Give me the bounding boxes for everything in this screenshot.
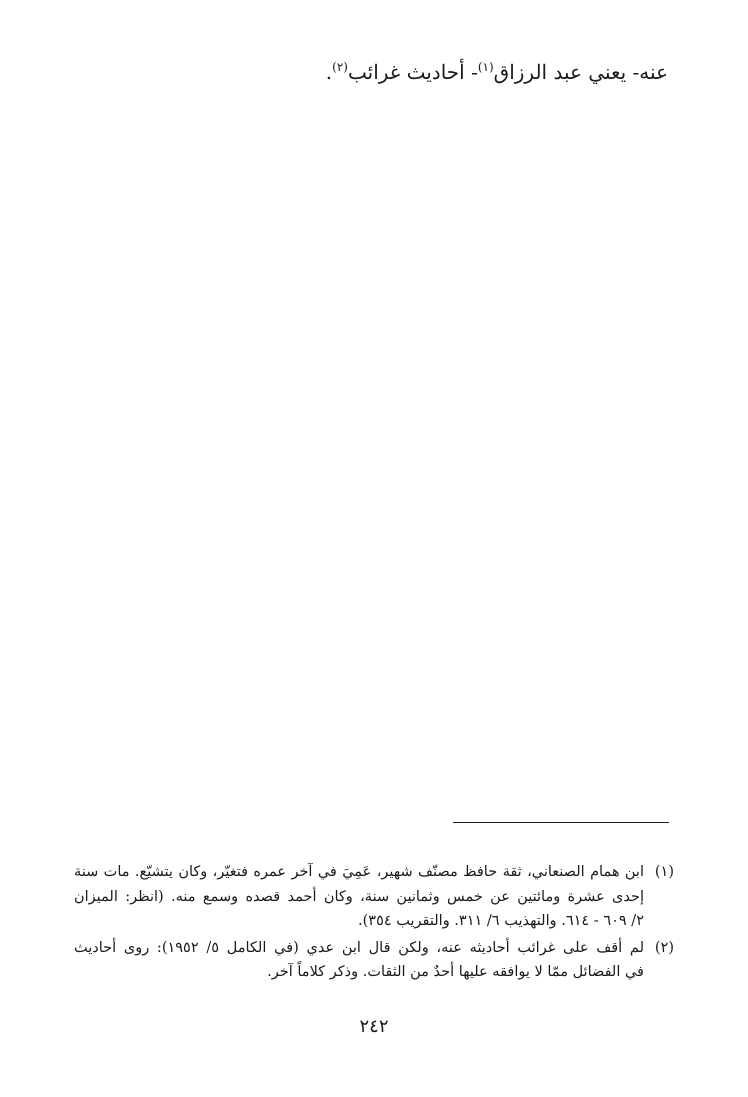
footnote-separator: [453, 822, 669, 823]
footnote-line: إحدى عشرة ومائتين عن خمس وثمانين سنة، وكان أحمد قصده وسمع منه. (انظر: الميزان: [74, 888, 644, 905]
footnote-ref-2: (٢): [332, 60, 348, 74]
footnote-number: (١): [654, 864, 674, 880]
footnote-2: [74, 936, 674, 985]
footnote-line: لم أقف على غرائب أحاديثه عنه، ولكن قال ابن عدي (في الكامل ٥/ ١٩٥٢): روى أحاديث: [74, 939, 644, 956]
main-text-line: [326, 56, 668, 88]
footnote-ref-1: (١): [477, 60, 494, 74]
footnote-line: ابن همام الصنعاني، ثقة حافظ مصنّف شهير، عَمِيَ في آخر عمره فتغيّر، وكان يتشيّع. مات سنة: [74, 864, 644, 880]
main-text-end: .: [325, 60, 333, 84]
footnote-number: (٢): [654, 939, 674, 956]
footnotes: [74, 860, 674, 987]
main-text-segment: - أحاديث غرائب: [347, 60, 478, 84]
footnote-1: [74, 860, 674, 934]
main-text-segment: عنه- يعني عبد الرزاق: [493, 60, 668, 84]
footnote-line: في الفضائل ممّا لا يوافقه عليها أحدٌ من الثقات. وذكر كلاماً آخر.: [267, 964, 644, 980]
page-number: ٢٤٢: [359, 1016, 389, 1037]
footnote-line: ٢/ ٦٠٩ - ٦١٤. والتهذيب ٦/ ٣١١. والتقريب ٣٥٤).: [358, 913, 644, 929]
